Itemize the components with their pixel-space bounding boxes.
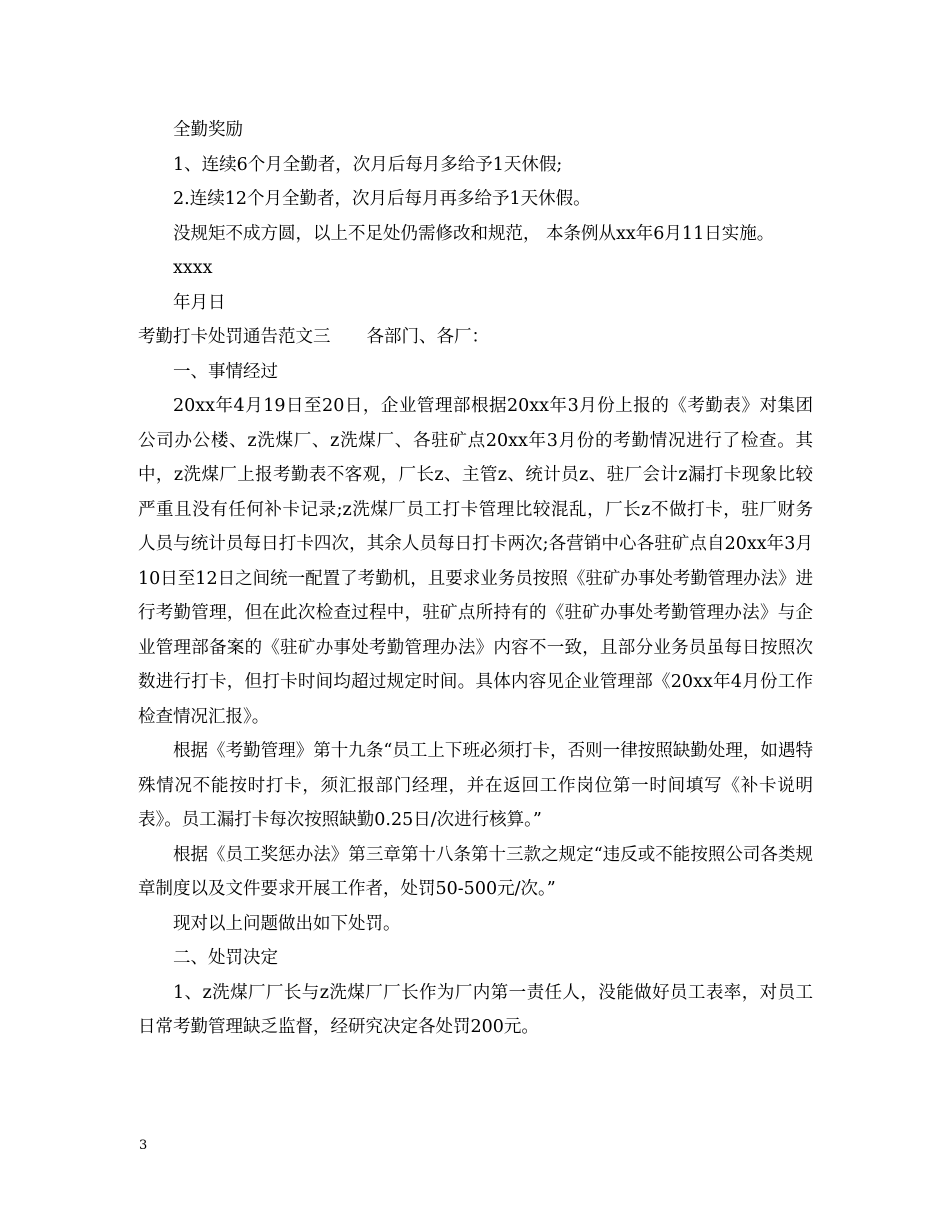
paragraph-attendance-rule: 根据《考勤管理》第十九条“员工上下班必须打卡，否则一律按照缺勤处理，如遇特殊情况不能按时打卡，须汇报部门经理，并在返回工作岗位第一时间填写《补卡说明表》。员工漏打卡每次按照缺勤0.25日/次进行核算。” — [138, 741, 813, 830]
signature-name: xxxx — [173, 258, 213, 278]
addressee: 各部门、各厂： — [366, 327, 489, 347]
paragraph-decision-1: 1、z洗煤厂厂长与z洗煤厂厂长作为厂内第一责任人，没能做好员工表率，对员工日常考勤管理缺乏监督，经研究决定各处罚200元。 — [138, 982, 813, 1037]
section-title-line — [138, 320, 813, 355]
page-number: 3 — [139, 1138, 148, 1153]
section-title: 考勤打卡处罚通告范文三 — [138, 327, 331, 347]
reward-rule-1: 1、连续6个月全勤者，次月后每月多给予1天休假; — [173, 154, 563, 175]
paragraph-incident-details: 20xx年4月19日至20日，企业管理部根据20xx年3月份上报的《考勤表》对集团公司办公楼、z洗煤厂、z洗煤厂、各驻矿点20xx年3月份的考勤情况进行了检查。其中，z洗煤厂上报考勤表不客观，厂长z、主管z、统计员z、驻厂会计z漏打卡现象比较严重且没有任何补卡记录;z洗煤厂员工打卡管理比较混乱，厂长z不做打卡，驻厂财务 人员与统计员每日打卡四次，其余人员每日打卡两次;各营销中心各驻矿点自20xx年3月10日至12日之间统一配置了考勤机，且要求业务员按照《驻矿办事处考勤管理办法》进行考勤管理，但在此次检查过程中，驻矿点所持有的《驻矿办事处考勤管理办法》与企业管理部备案的《驻矿办事处考勤管理办法》内容不一致，且部分业务员虽每日按照次数进行打卡，但打卡时间均超过规定时间。具体内容见企业管理部《20xx年4月份工作检查情况汇报》。 — [138, 396, 813, 727]
reward-rule-2: 2.连续12个月全勤者，次月后每月再多给予1天休假。 — [173, 189, 591, 209]
heading-incident: 一、事情经过 — [173, 361, 278, 382]
document-body — [138, 113, 813, 1045]
implementation-note: 没规矩不成方圆，以上不足处仍需修改和规范， 本条例从xx年6月11日实施。 — [173, 223, 775, 244]
paragraph-conclusion: 现对以上问题做出如下处罚。 — [173, 913, 401, 934]
heading-penalty-decision: 二、处罚决定 — [173, 948, 278, 968]
heading-full-attendance-reward: 全勤奖励 — [173, 120, 243, 140]
signature-date: 年月日 — [173, 292, 226, 313]
paragraph-penalty-rule: 根据《员工奖惩办法》第三章第十八条第十三款之规定“违反或不能按照公司各类规章制度以及文件要求开展工作者，处罚50-500元/次。” — [138, 844, 813, 899]
